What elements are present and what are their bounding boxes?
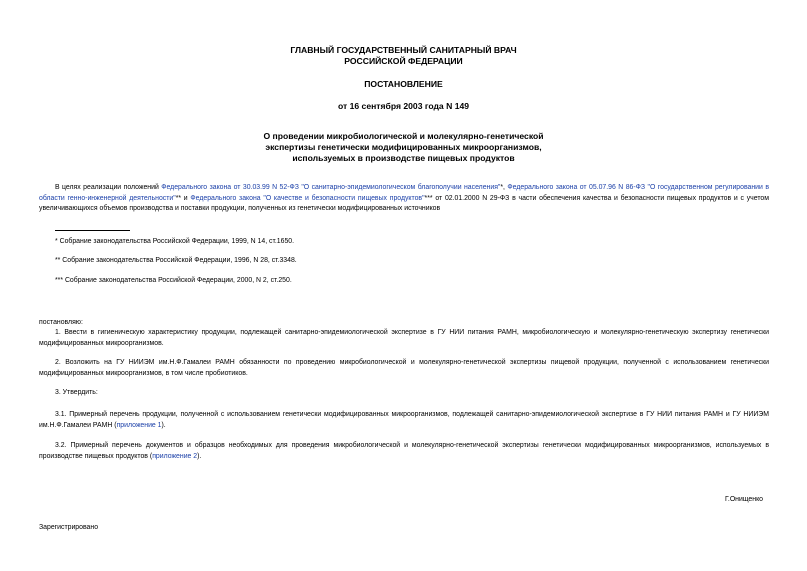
authority-line-1: ГЛАВНЫЙ ГОСУДАРСТВЕННЫЙ САНИТАРНЫЙ ВРАЧ: [290, 45, 517, 55]
item-1: 1. Ввести в гигиеническую характеристику продукции, подлежащей санитарно-эпидемиологической экспертизе в ГУ НИИ питания РАМН, микробиологическую и молекулярно-генетическую экспертизу генетически модифицированных микроорганизмов.: [39, 329, 769, 347]
document-title-line-2: экспертизы генетически модифицированных микроорганизмов,: [265, 142, 542, 152]
item-3-2: [39, 441, 769, 462]
footnote-divider: [55, 230, 130, 231]
preamble-paragraph: [39, 183, 769, 215]
link-appendix-1[interactable]: приложение 1: [116, 421, 162, 429]
document-type: ПОСТАНОВЛЕНИЕ: [364, 79, 443, 89]
registration-note: Зарегистрировано: [39, 524, 99, 531]
item-3: 3. Утвердить:: [55, 389, 98, 396]
item-2: 2. Возложить на ГУ НИИЭМ им.Н.Ф.Гамалеи РАМН обязанности по проведению микробиологической и молекулярно-генетической экспертизы пищевой продукции, полученной с использованием генетически модифицированных микроорганизмов, в том числе пробиотиков.: [39, 359, 769, 377]
footnote-1: * Собрание законодательства Российской Федерации, 1999, N 14, ст.1650.: [55, 238, 295, 245]
item-3-1: [39, 410, 769, 431]
signature: Г.Онищенко: [725, 496, 763, 503]
resolve-line: постановляю:: [39, 319, 83, 326]
document-date-number: от 16 сентября 2003 года N 149: [337, 101, 470, 111]
link-federal-law-86fz[interactable]: Федерального закона от 05.07.96 N 86-ФЗ "О государственном регулировании в области генно-инженерной деятельности": [39, 184, 769, 202]
item-3-2-text: 3.2. Примерный перечень документов и образцов необходимых для проведения микробиологической и молекулярно-генетической экспертизы генетически модифицированных микроорганизмов, используемых в производстве пищевых продуктов (: [39, 442, 769, 460]
preamble-text-5: в части обеспечения качества и безопасности пищевых продуктов и с учетом увеличивающихся объемов производства и поставки продукции, полученных из генетически модифицированных источников: [39, 194, 770, 212]
footnote-2: ** Собрание законодательства Российской Федерации, 1996, N 28, ст.3348.: [55, 257, 297, 264]
item-3-1-end: ).: [161, 421, 166, 429]
authority-line-2: РОССИЙСКОЙ ФЕДЕРАЦИИ: [344, 56, 463, 66]
preamble-text-2: *,: [500, 184, 508, 191]
link-federal-law-52fz[interactable]: Федерального закона от 30.03.99 N 52-ФЗ "О санитарно-эпидемиологическом благополучии населения": [161, 184, 501, 191]
preamble-text-3: ** и: [175, 194, 191, 202]
link-appendix-2[interactable]: приложение 2: [152, 452, 198, 460]
document-title-line-3: используемых в производстве пищевых продуктов: [292, 153, 515, 163]
document-title-line-1: О проведении микробиологической и молекулярно-генетической: [263, 131, 544, 141]
item-3-2-end: ).: [197, 452, 202, 460]
footnote-3: *** Собрание законодательства Российской Федерации, 2000, N 2, ст.250.: [55, 277, 292, 284]
preamble-text-4: *** от 02.01.2000 N 29-ФЗ: [424, 194, 510, 202]
link-federal-law-food-quality[interactable]: Федерального закона "О качестве и безопасности пищевых продуктов": [190, 194, 425, 202]
item-3-1-text: 3.1. Примерный перечень продукции, полученной с использованием генетически модифицированных микроорганизмов, подлежащей санитарно-эпидемиологической экспертизе в ГУ НИИ питания РАМН и ГУ НИИЭМ им.Н.Ф.Гамалеи РАМН (: [39, 411, 769, 429]
preamble-text-1: В целях реализации положений: [55, 184, 162, 191]
